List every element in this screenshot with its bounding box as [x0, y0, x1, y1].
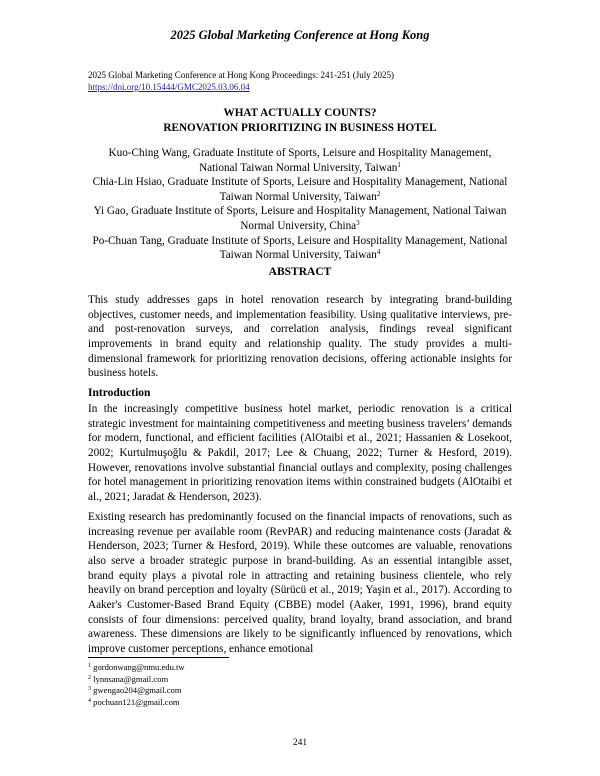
- author-entry: [88, 234, 512, 263]
- footnote-mark: 3: [356, 218, 360, 227]
- footnote-mark: 1: [88, 663, 91, 669]
- introduction-paragraph-2: Existing research has predominantly focused on the financial impacts of renovations, such as increasing revenue per available room (RevPAR) and reducing maintenance costs (Jaradat & Henderson, 2023; Turner & Hesford, 2019). While these outcomes are valuable, renovations also serve a broader strategic purpose in brand-building. As an essential intangible asset, brand equity plays a pivotal role in attracting and retaining business clientele, who rely heavily on brand perception and loyalty (Sürücü et al., 2019; Yaşin et al., 2017). According to Aaker's Customer-Based Brand Equity (CBBE) model (Aaker, 1991, 1996), brand equity consists of four dimensions: perceived quality, brand loyalty, brand association, and brand awareness. These dimensions are likely to be significantly influenced by renovations, which improve customer perceptions, enhance emotional: [88, 511, 512, 655]
- title-line-2: RENOVATION PRIORITIZING IN BUSINESS HOTEL: [163, 122, 437, 134]
- footnote: [88, 685, 185, 697]
- introduction-heading: Introduction: [88, 387, 151, 399]
- page-number: 241: [292, 738, 308, 748]
- footnote-mark: 3: [88, 686, 91, 693]
- footnote: [88, 662, 185, 674]
- author-affiliation: Yi Gao, Graduate Institute of Sports, Leisure and Hospitality Management, National Taiwan Normal University, China: [93, 205, 507, 232]
- abstract-heading: ABSTRACT: [268, 266, 332, 278]
- footnote-email: lynnsana@gmail.com: [93, 673, 169, 684]
- proceedings-citation: 2025 Global Marketing Conference at Hong Kong Proceedings: 241-251 (July 2025): [88, 70, 394, 80]
- author-entry: [88, 146, 512, 175]
- paper-title: [0, 106, 600, 136]
- proceedings-info: [88, 69, 394, 93]
- doi-link[interactable]: https://doi.org/10.15444/GMC2025.03.06.04: [88, 82, 250, 92]
- footnote-mark: 4: [376, 248, 381, 257]
- footnotes: [88, 662, 185, 708]
- footnote: [88, 674, 185, 686]
- footnote-email: gwengao204@gmail.com: [93, 685, 182, 696]
- footnote: [88, 697, 185, 709]
- footnote-mark: 1: [397, 160, 401, 169]
- author-entry: [88, 175, 512, 204]
- running-header: 2025 Global Marketing Conference at Hong Kong: [170, 28, 430, 42]
- footnote-mark: 2: [88, 674, 91, 681]
- author-entry: [88, 204, 512, 233]
- title-line-1: WHAT ACTUALLY COUNTS?: [223, 107, 377, 119]
- footnote-email: pochuan121@gmail.com: [93, 696, 180, 707]
- author-affiliation: Chia-Lin Hsiao, Graduate Institute of Sports, Leisure and Hospitality Management, National Taiwan Normal University, Taiwan: [92, 176, 508, 203]
- footnote-mark: 4: [88, 697, 91, 704]
- footnote-divider: [88, 657, 229, 658]
- author-affiliation: Kuo-Ching Wang, Graduate Institute of Sports, Leisure and Hospitality Management, National Taiwan Normal University, Taiwan: [108, 147, 492, 174]
- author-affiliation: Po-Chuan Tang, Graduate Institute of Sports, Leisure and Hospitality Management, National Taiwan Normal University, Taiwan: [92, 234, 508, 262]
- introduction-paragraph-1: In the increasingly competitive business hotel market, periodic renovation is a critical strategic investment for maintaining competitiveness and meeting business travelers’ demands for modern, functional, and efficient facilities (AlOtaibi et al., 2021; Hassanien & Losekoot, 2002; Kurtulmuşoğlu & Pakdil, 2017; Lee & Chuang, 2022; Turner & Hesford, 2019). However, renovations involve substantial financial outlays and complexity, posing challenges for hotel management in prioritizing renovation items within constrained budgets (AlOtaibi et al., 2021; Jaradat & Henderson, 2023).: [88, 403, 512, 503]
- footnote-email: gordonwang@ntnu.edu.tw: [93, 662, 185, 672]
- abstract-text: This study addresses gaps in hotel renovation research by integrating brand-building objectives, customer needs, and implementation feasibility. Using qualitative interviews, pre- and post-renovation surveys, and correlation analysis, findings reveal significant improvements in brand equity and relationship quality. The study provides a multi-dimensional framework for prioritizing renovation decisions, offering actionable insights for business hotels.: [88, 294, 512, 380]
- footnote-mark: 2: [376, 189, 381, 198]
- author-list: [88, 146, 512, 263]
